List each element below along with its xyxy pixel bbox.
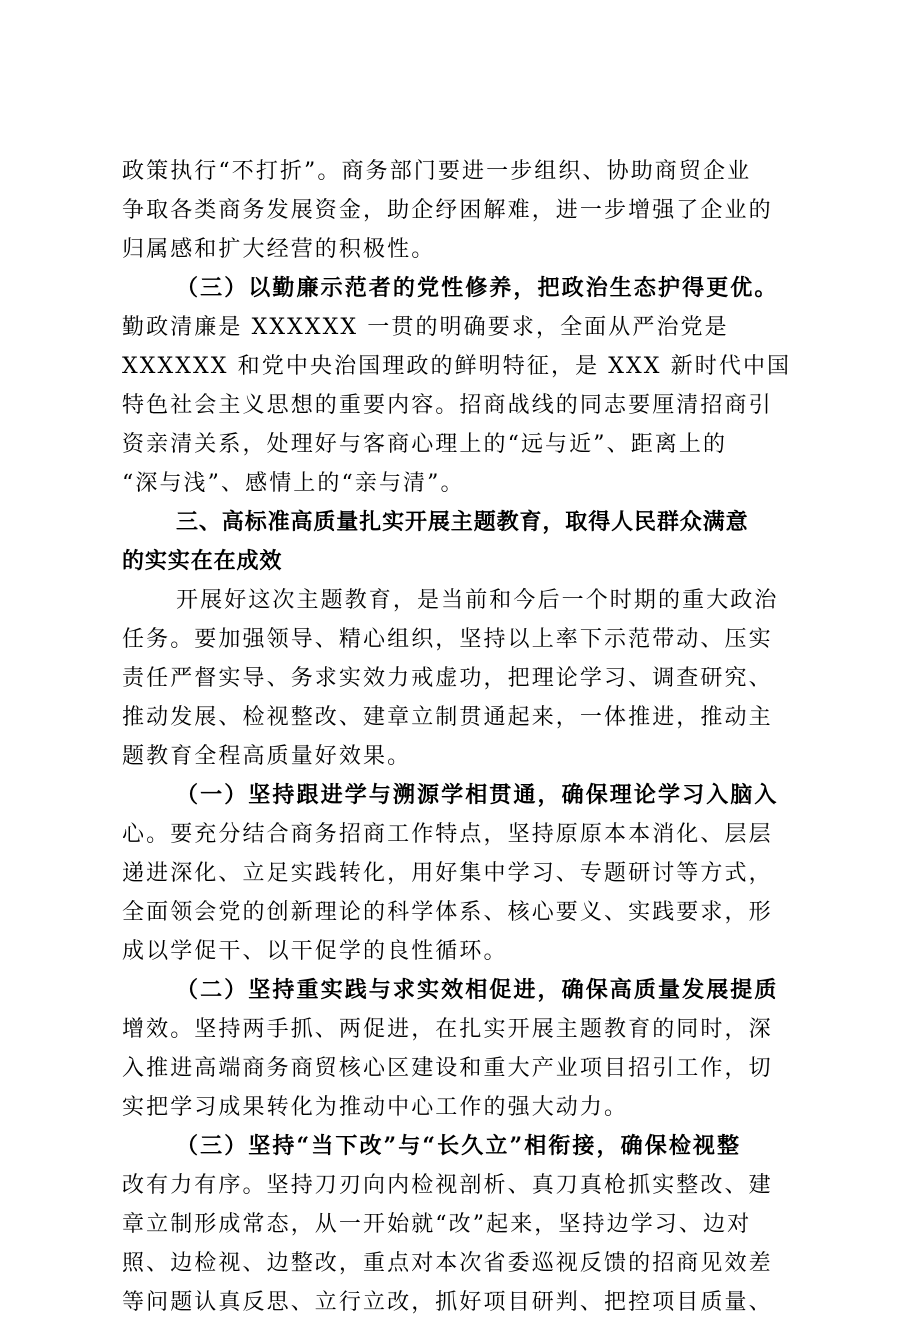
text-line: 入推进高端商务商贸核心区建设和重大产业项目招引工作，切: [122, 1056, 773, 1081]
text-line: 责任严督实导、务求实效力戒虚功，把理论学习、调查研究、: [122, 666, 773, 691]
text-line: 心。要充分结合商务招商工作特点，坚持原原本本消化、层层: [122, 822, 773, 847]
document-body: [122, 152, 794, 1322]
text-line: 实把学习成果转化为推动中心工作的强大动力。: [122, 1095, 629, 1120]
text-line: 成以学促干、以干促学的良性循环。: [122, 939, 508, 964]
subheading-line: （一）坚持跟进学与溯源学相贯通，确保理论学习入脑入: [176, 782, 779, 808]
text-line: 增效。坚持两手抓、两促进，在扎实开展主题教育的同时，深: [122, 1017, 773, 1042]
text-line: 改有力有序。坚持刀刃向内检视剖析、真刀真枪抓实整改、建: [122, 1173, 773, 1198]
text-line: XXXXXX 和党中央治国理政的鲜明特征，是 XXX 新时代中国: [122, 354, 792, 379]
text-line: 开展好这次主题教育，是当前和今后一个时期的重大政治: [176, 588, 779, 613]
text-line: 归属感和扩大经营的积极性。: [122, 237, 436, 262]
subheading-line: （三）坚持“当下改”与“长久立”相衔接，确保检视整: [176, 1133, 742, 1159]
text-line: 推动发展、检视整改、建章立制贯通起来，一体推进，推动主: [122, 705, 773, 730]
text-line: 资亲清关系，处理好与客商心理上的“远与近”、距离上的: [122, 432, 728, 457]
paragraph-theme-education: [122, 581, 794, 776]
text-line: 等问题认真反思、立行立改，抓好项目研判、把控项目质量、: [122, 1290, 773, 1315]
paragraph-policy-execution: [122, 152, 794, 269]
text-line: “深与浅”、感情上的“亲与清”。: [122, 471, 465, 496]
subheading-line: （三）以勤廉示范者的党性修养，把政治生态护得更优。: [176, 275, 779, 301]
heading-line: 的实实在在成效: [122, 549, 283, 574]
text-line: 任务。要加强领导、精心组织，坚持以上率下示范带动、压实: [122, 627, 773, 652]
paragraph-theory-study: [122, 776, 794, 971]
text-line: 争取各类商务发展资金，助企纾困解难，进一步增强了企业的: [122, 198, 773, 223]
section-heading: [122, 503, 794, 581]
heading-line: 三、高标准高质量扎实开展主题教育，取得人民群众满意: [176, 510, 749, 535]
text-line: 题教育全程高质量好效果。: [122, 744, 412, 769]
text-line: 照、边检视、边整改，重点对本次省委巡视反馈的招商见效差: [122, 1251, 773, 1276]
paragraph-integrity: [122, 269, 794, 503]
paragraph-practice: [122, 971, 794, 1127]
text-line: 政策执行“不打折”。商务部门要进一步组织、协助商贸企业: [122, 159, 752, 184]
text-line: 全面领会党的创新理论的科学体系、核心要义、实践要求，形: [122, 900, 773, 925]
paragraph-rectification: [122, 1127, 794, 1322]
text-line: 章立制形成常态，从一开始就“改”起来，坚持边学习、边对: [122, 1212, 752, 1237]
text-line: 递进深化、立足实践转化，用好集中学习、专题研讨等方式，: [122, 861, 773, 886]
subheading-line: （二）坚持重实践与求实效相促进，确保高质量发展提质: [176, 977, 779, 1003]
text-line: 勤政清廉是 XXXXXX 一贯的明确要求，全面从严治党是: [122, 315, 729, 340]
text-line: 特色社会主义思想的重要内容。招商战线的同志要厘清招商引: [122, 393, 773, 418]
